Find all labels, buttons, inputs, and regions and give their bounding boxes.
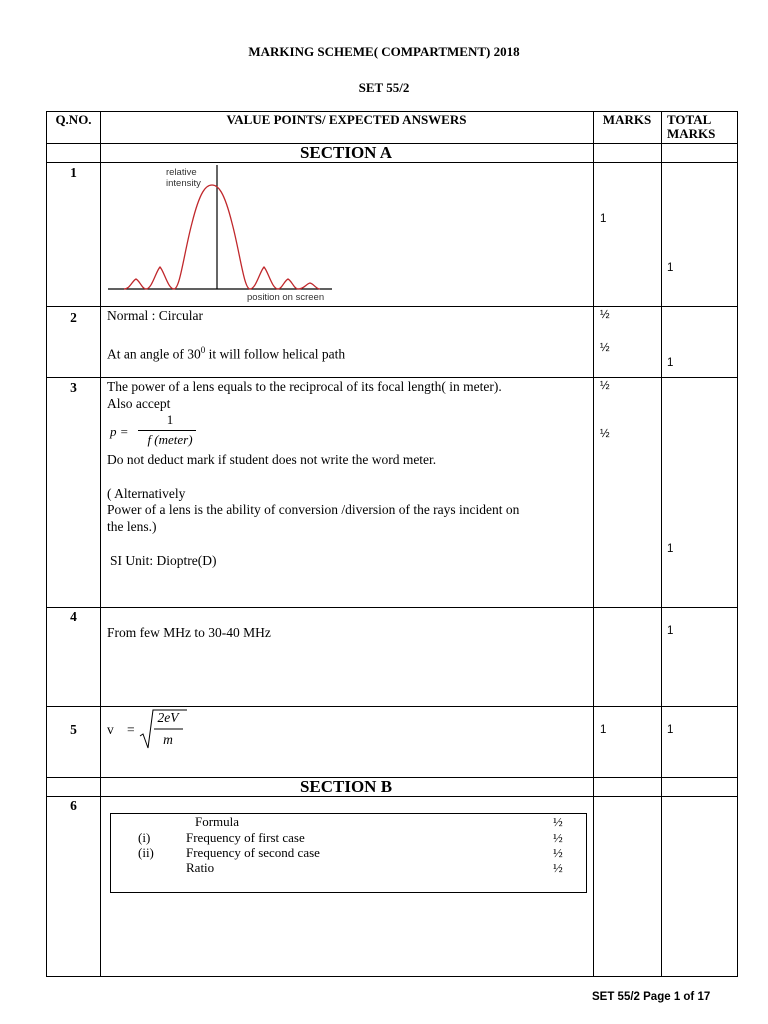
q3-line7: SI Unit: Dioptre(D) — [110, 553, 217, 568]
q4-number: 4 — [70, 609, 77, 624]
q3-line3: Do not deduct mark if student does not write the word meter. — [107, 452, 437, 467]
q2-line2 — [107, 342, 345, 363]
q3-formula-numerator: 1 — [166, 412, 174, 427]
q3-mark2: ½ — [600, 428, 610, 440]
q2-degree-sup: 0 — [200, 345, 206, 355]
q4-line1: From few MHz to 30-40 MHz — [107, 625, 271, 640]
q3-formula-p: p = — [110, 424, 129, 439]
q2-mark2: ½ — [600, 342, 610, 354]
q2-mark1: ½ — [600, 309, 610, 321]
q6-row-label: Frequency of first case — [186, 830, 305, 845]
set-label: SET 55/2 — [358, 80, 410, 95]
q6-row — [111, 830, 586, 846]
q6-row — [111, 814, 586, 830]
q2-line2-rest: it will follow helical path — [205, 346, 346, 362]
q6-marking-box — [110, 813, 587, 893]
q2-number: 2 — [70, 310, 77, 325]
graph-ylabel-line1: relative — [166, 167, 197, 178]
q6-row-mark: ½ — [553, 860, 563, 875]
q3-mark1: ½ — [600, 380, 610, 392]
q3-total: 1 — [667, 543, 674, 555]
q5-number: 5 — [70, 722, 77, 737]
q1-number: 1 — [70, 165, 77, 180]
q3-line1: The power of a lens equals to the reciprocal of its focal length( in meter). — [107, 379, 502, 394]
q2-line1: Normal : Circular — [107, 308, 203, 323]
q5-denominator: m — [163, 732, 173, 747]
col-header-total-line1: TOTAL — [667, 112, 712, 127]
page-title: MARKING SCHEME( COMPARTMENT) 2018 — [248, 44, 520, 59]
q6-row-num: (i) — [138, 830, 151, 845]
q5-total: 1 — [667, 724, 674, 736]
q6-number: 6 — [70, 798, 77, 813]
col-header-total-line2: MARKS — [667, 126, 716, 141]
graph-ylabel-line2: intensity — [166, 178, 201, 189]
section-a-heading: SECTION A — [299, 143, 393, 162]
q6-row-mark: ½ — [553, 830, 563, 845]
col-header-total-marks — [667, 112, 737, 142]
col-header-marks: MARKS — [602, 112, 652, 127]
graph-xlabel: position on screen — [247, 292, 325, 303]
q3-line2: Also accept — [107, 396, 171, 411]
q6-row-label: Ratio — [186, 860, 215, 875]
diffraction-intensity-graph — [104, 163, 336, 305]
q5-numerator: 2eV — [157, 710, 179, 725]
q3-number: 3 — [70, 380, 77, 395]
q3-formula — [108, 412, 208, 452]
q1-marks: 1 — [600, 213, 607, 225]
q6-row — [111, 860, 586, 876]
q6-row — [111, 845, 586, 861]
q6-row-label: Formula — [195, 814, 240, 829]
q5-formula — [107, 708, 197, 754]
q4-total: 1 — [667, 625, 674, 637]
q1-total: 1 — [667, 262, 674, 274]
q5-v: v — [107, 722, 114, 737]
q6-row-num: (ii) — [138, 845, 154, 860]
q6-row-mark: ½ — [553, 845, 563, 860]
q2-total: 1 — [667, 357, 674, 369]
q6-row-label: Frequency of second case — [186, 845, 320, 860]
q3-line5: Power of a lens is the ability of conversion /diversion of the rays incident on — [107, 502, 520, 517]
q6-row-mark: ½ — [553, 814, 563, 829]
page-footer: SET 55/2 Page 1 of 17 — [592, 991, 711, 1003]
q5-marks: 1 — [600, 724, 607, 736]
q2-line2-text: At an angle of 30 — [107, 346, 201, 362]
q3-line4: ( Alternatively — [107, 486, 186, 501]
q3-line6: the lens.) — [107, 519, 157, 534]
col-header-value-points: VALUE POINTS/ EXPECTED ANSWERS — [226, 112, 467, 127]
q5-equals: = — [127, 722, 135, 737]
section-b-heading: SECTION B — [299, 777, 393, 796]
q3-formula-denominator: f (meter) — [147, 432, 193, 447]
col-header-qno: Q.NO. — [55, 112, 92, 127]
